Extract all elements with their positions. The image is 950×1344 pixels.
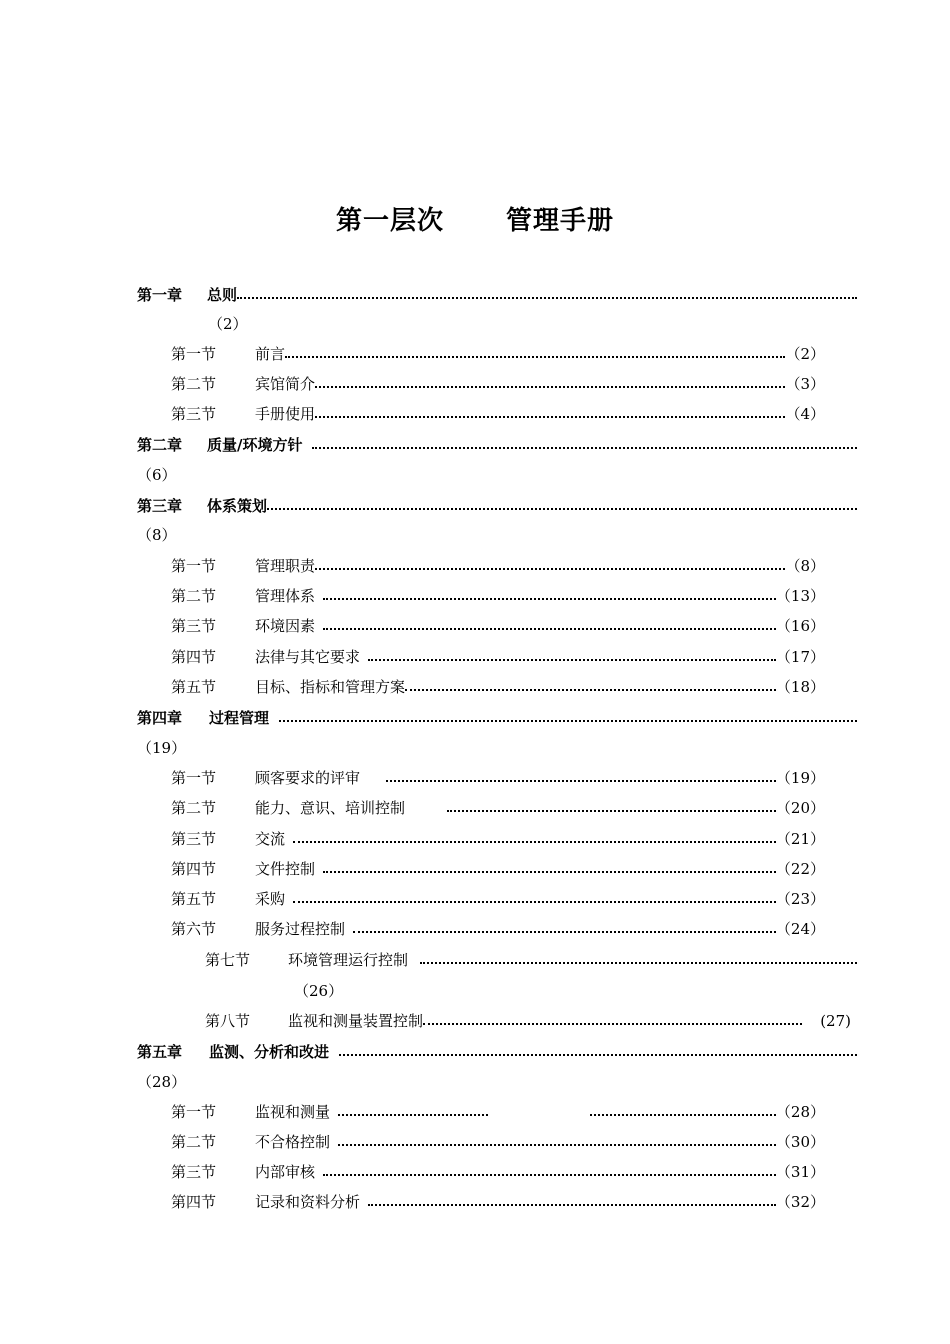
toc-section[interactable] [171,1101,825,1123]
leader-dots [323,858,776,880]
leader-dots [339,1041,857,1063]
section-label: 第三节 [171,830,217,848]
page-title [0,200,950,237]
section-title: 监视和测量 [255,1103,331,1121]
section-label: 第三节 [171,405,217,423]
leader-dots [323,1161,776,1183]
chapter-title: 体系策划 [207,497,268,515]
section-label: 第三节 [171,617,217,635]
section-label: 第一节 [171,345,217,363]
section-label: 第七节 [205,951,251,969]
toc-section[interactable] [171,888,825,910]
leader-dots [447,797,776,819]
section-page-number: （30） [775,1133,825,1151]
section-label: 第二节 [171,587,217,605]
section-page-number: （8） [785,557,825,575]
section-page-number: （2） [785,345,825,363]
section-page-number: （32） [775,1193,825,1211]
section-label: 第四节 [171,860,217,878]
toc-section[interactable] [171,918,825,940]
leader-dots [423,1010,802,1032]
chapter-label: 第一章 [137,286,183,304]
leader-dots [293,888,776,910]
section-label: 第六节 [171,920,217,938]
section-page-number: （31） [775,1163,825,1181]
section-page-number: （21） [775,830,825,848]
leader-dots [285,343,785,365]
toc-chapter-2[interactable] [137,434,857,456]
section-page-number: （17） [775,648,825,666]
section-page-number: （23） [775,890,825,908]
section-title: 环境管理运行控制 [288,951,409,969]
leader-dots [368,646,776,668]
toc-section[interactable] [171,1161,825,1183]
section-label: 第五节 [171,890,217,908]
section-label: 第一节 [171,557,217,575]
section-label: 第八节 [205,1012,251,1030]
toc-section[interactable] [171,676,825,698]
section-page-number: （3） [785,375,825,393]
toc-section[interactable] [171,373,825,395]
toc-section[interactable] [171,343,825,365]
chapter-title: 质量/环境方针 [207,436,303,454]
section-title: 采购 [255,890,286,908]
leader-dots [293,828,776,850]
toc-section[interactable] [171,585,825,607]
leader-dots [312,434,857,456]
section-label: 第三节 [171,1163,217,1181]
chapter-label: 第五章 [137,1043,183,1061]
section-title: 能力、意识、培训控制 [255,799,406,817]
section-page-number: （13） [775,587,825,605]
chapter-page-number: （8） [137,526,177,544]
leader-dots [353,918,776,940]
section-label: 第一节 [171,769,217,787]
section-page-number: （22） [775,860,825,878]
leader-dots [386,767,776,789]
leader-dots [338,1101,488,1123]
toc-chapter-1[interactable] [137,284,857,306]
toc-section[interactable] [205,1010,851,1032]
toc-chapter-4[interactable] [137,707,857,729]
leader-dots [405,676,776,698]
leader-dots [323,585,776,607]
toc-section[interactable] [171,1191,825,1213]
section-title: 目标、指标和管理方案 [255,678,406,696]
section-page-number: （28） [775,1103,825,1121]
section-title: 宾馆简介 [255,375,316,393]
section-title: 记录和资料分析 [255,1193,361,1211]
chapter-label: 第四章 [137,709,183,727]
section-page-number: （18） [775,678,825,696]
leader-dots [338,1131,776,1153]
toc-section[interactable] [171,828,825,850]
section-page-number: （19） [775,769,825,787]
chapter-label: 第三章 [137,497,183,515]
chapter-title: 监测、分析和改进 [209,1043,330,1061]
section-title: 法律与其它要求 [255,648,361,666]
leader-dots [323,615,776,637]
leader-dots [590,1101,776,1123]
section-page-number: （26） [294,982,344,1000]
toc-chapter-5[interactable] [137,1041,857,1063]
section-label: 第四节 [171,1193,217,1211]
section-title: 交流 [255,830,286,848]
section-label: 第二节 [171,1133,217,1151]
section-title: 管理体系 [255,587,316,605]
toc-section[interactable] [205,949,857,971]
toc-chapter-3[interactable] [137,495,857,517]
section-page-number: （20） [775,799,825,817]
section-label: 第二节 [171,375,217,393]
toc-section[interactable] [171,858,825,880]
section-title: 管理职责 [255,557,316,575]
section-label: 第五节 [171,678,217,696]
toc-section[interactable] [171,615,825,637]
chapter-title: 总则 [207,286,238,304]
toc-section[interactable] [171,646,825,668]
section-label: 第二节 [171,799,217,817]
section-title: 手册使用 [255,405,316,423]
chapter-page-number: （19） [137,739,187,757]
chapter-page-number: （2） [208,315,248,333]
toc-section[interactable] [171,403,825,425]
leader-dots [315,403,785,425]
section-title: 文件控制 [255,860,316,878]
section-page-number: （16） [775,617,825,635]
toc-section[interactable] [171,555,825,577]
title-part-1: 第一层次 [335,206,444,236]
leader-dots [237,284,857,306]
section-title: 顾客要求的评审 [255,769,361,787]
leader-dots [279,707,857,729]
section-title: 前言 [255,345,286,363]
chapter-label: 第二章 [137,436,183,454]
leader-dots [368,1191,776,1213]
leader-dots [267,495,857,517]
toc-section[interactable] [171,1131,825,1153]
section-page-number: (27) [820,1012,851,1030]
section-label: 第四节 [171,648,217,666]
leader-dots [420,949,857,971]
section-title: 不合格控制 [255,1133,331,1151]
section-title: 服务过程控制 [255,920,346,938]
chapter-page-number: （6） [137,466,177,484]
section-title: 内部审核 [255,1163,316,1181]
toc-section[interactable] [171,797,825,819]
section-title: 环境因素 [255,617,316,635]
chapter-title: 过程管理 [209,709,270,727]
title-part-2: 管理手册 [506,206,615,236]
section-title: 监视和测量装置控制 [288,1012,424,1030]
leader-dots [315,555,785,577]
section-page-number: （24） [775,920,825,938]
section-label: 第一节 [171,1103,217,1121]
section-page-number: （4） [785,405,825,423]
toc-section[interactable] [171,767,825,789]
leader-dots [315,373,785,395]
chapter-page-number: （28） [137,1073,187,1091]
